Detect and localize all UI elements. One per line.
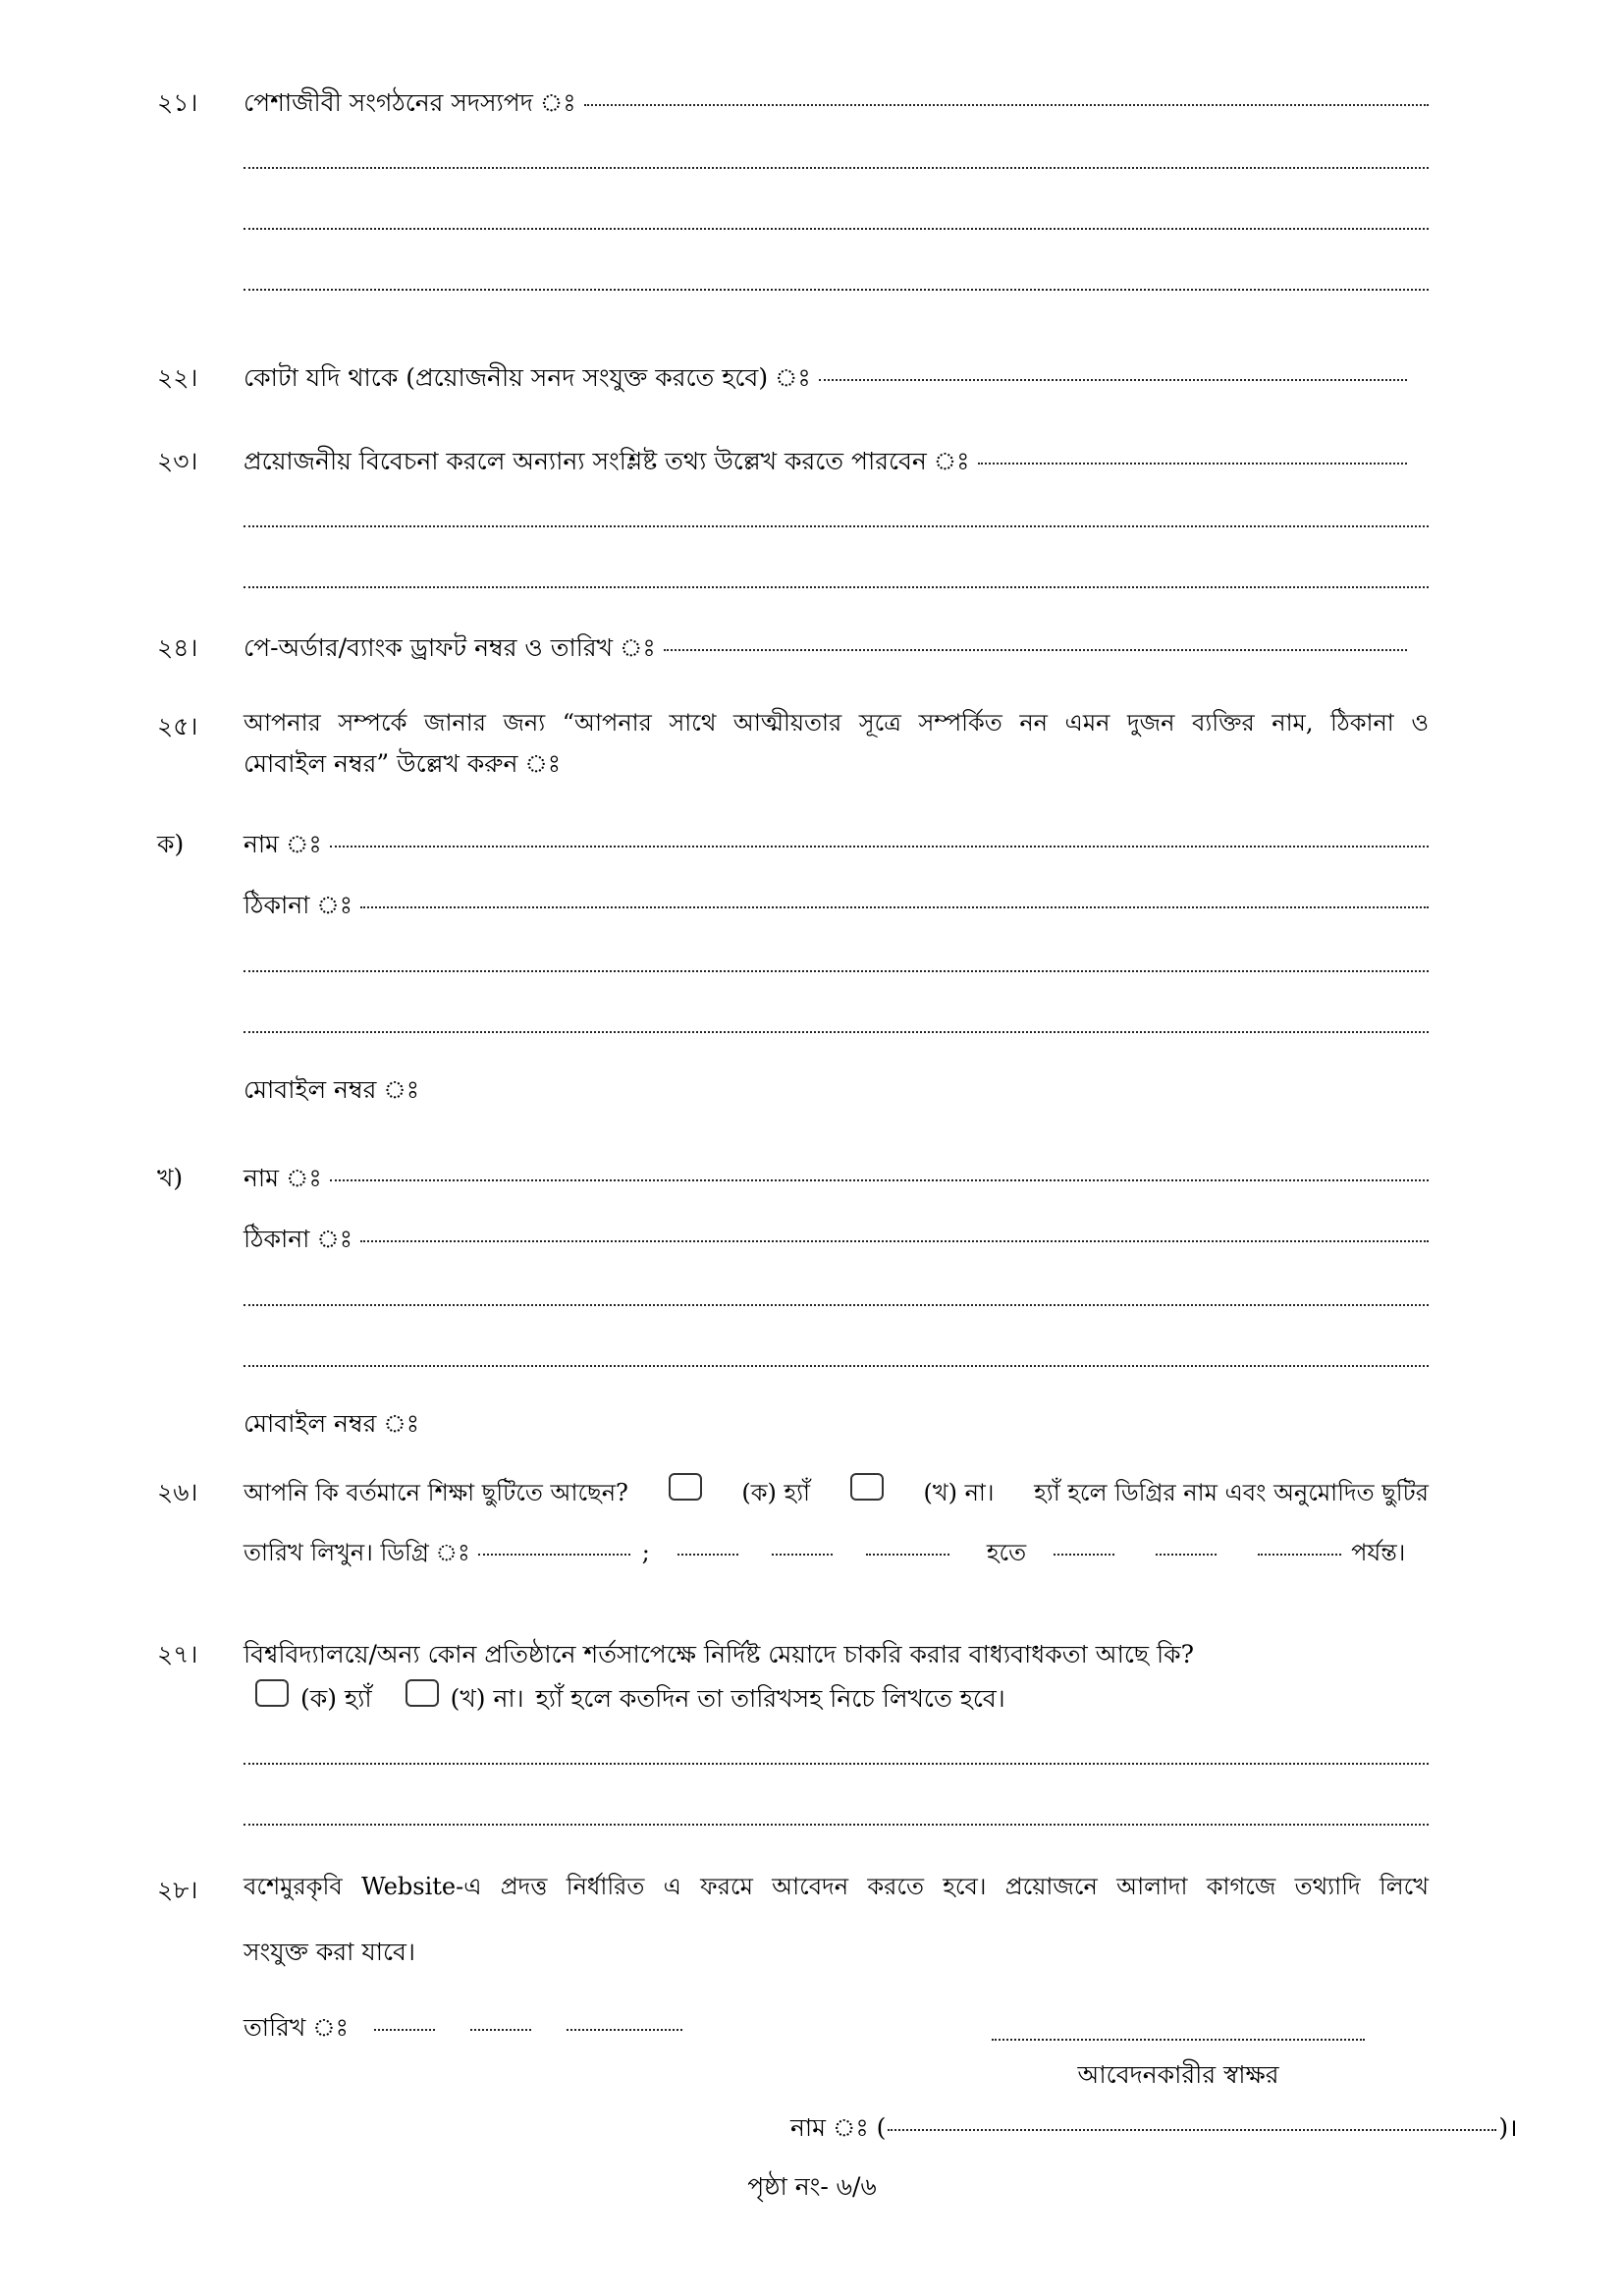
applicant-name-field[interactable] [888,2129,1496,2131]
pay-order-field[interactable] [664,649,1407,651]
date-month-field[interactable] [470,2029,531,2031]
leave-to-day-field[interactable] [1054,1554,1114,1556]
leave-from-year-field[interactable] [866,1554,949,1556]
item-22-number: ২২। [157,363,198,392]
item-25-text-line-2: মোবাইল নম্বর” উল্লেখ করুন ঃ [244,749,562,778]
item-28-text-line-1: বশেমুরকৃবি Website-এ প্রদত্ত নির্ধারিত এ ফরমে আবেদন করতে হবে। প্রয়োজনে আলাদা কাগজে তথ্যাদি লিখে [244,1873,1429,1900]
item-22-label: কোটা যদি থাকে (প্রয়োজনীয় সনদ সংযুক্ত করতে হবে) ঃ [244,363,811,392]
date-label: তারিখ ঃ [244,2013,349,2042]
quota-field[interactable] [819,379,1407,381]
reference-ka-address-line-3[interactable] [244,1031,1429,1033]
item-24-label: পে-অর্ডার/ব্যাংক ড্রাফট নম্বর ও তারিখ ঃ [244,633,656,662]
reference-kha-address-row [244,1220,1429,1262]
item-21-number: ২১। [157,88,198,117]
leave-from-day-field[interactable] [677,1554,738,1556]
service-bond-no-checkbox[interactable] [406,1679,439,1707]
reference-ka-address-row [244,886,1429,928]
reference-ka-name-row [244,825,1429,867]
reference-kha-name-label: নাম ঃ [244,1164,322,1192]
item-23-row [244,442,1407,484]
other-info-line-3[interactable] [244,586,1429,588]
membership-field-line-4[interactable] [244,289,1429,291]
item-21-label: পেশাজীবী সংগঠনের সদস্যপদ ঃ [244,88,576,117]
item-27-line-2 [255,1679,1005,1722]
reference-ka-marker: ক) [157,830,185,858]
item-27-question: বিশ্ববিদ্যালয়ে/অন্য কোন প্রতিষ্ঠানে শর্তসাপেক্ষে নির্দিষ্ট মেয়াদে চাকরি করার বাধ্যবাধকতা আছে কি? [244,1640,1195,1668]
applicant-name-close: )। [1498,2113,1518,2142]
leave-no-label: (খ) না। [923,1479,995,1506]
item-26-to-label: পর্যন্ত। [1351,1539,1406,1566]
applicant-name-row [790,2108,1518,2151]
reference-ka-address-line-2[interactable] [244,970,1429,972]
item-23-number: ২৩। [157,447,198,475]
reference-ka-mobile-label: মোবাইল নম্বর ঃ [244,1075,420,1104]
date-row [244,2008,682,2050]
item-25-text-line-1: আপনার সম্পর্কে জানার জন্য “আপনার সাথে আত্মীয়তার সূত্রে সম্পর্কিত নন এমন দুজন ব্যক্তির নাম, ঠিকানা ও [244,709,1429,737]
item-26-number: ২৬। [157,1478,198,1506]
applicant-name-label: নাম ঃ ( [790,2113,887,2142]
reference-kha-name-row [244,1159,1429,1201]
item-26-instruction: হ্যাঁ হলে ডিগ্রির নাম এবং অনুমোদিত ছুটির [1034,1479,1429,1506]
item-26-semicolon: ; [641,1539,650,1566]
membership-field-line-3[interactable] [244,228,1429,230]
service-bond-yes-checkbox[interactable] [255,1679,289,1707]
signature-caption: আবেদনকারীর স্বাক্ষর [1077,2060,1279,2089]
date-day-field[interactable] [374,2029,435,2031]
item-27-instruction: হ্যাঁ হলে কতদিন তা তারিখসহ নিচে লিখতে হবে। [535,1684,1005,1713]
item-26-line-2 [244,1535,1429,1574]
reference-ka-name-field[interactable] [330,846,1429,847]
item-28-text-line-2: সংযুক্ত করা যাবে। [244,1938,415,1966]
leave-no-checkbox[interactable] [850,1473,884,1501]
service-bond-no-label: (খ) না। [450,1684,524,1713]
reference-kha-address-label: ঠিকানা ঃ [244,1225,353,1253]
item-26-degree-label: তারিখ লিখুন। ডিগ্রি ঃ [244,1539,470,1566]
service-bond-yes-label: (ক) হ্যাঁ [300,1684,372,1713]
other-info-line-2[interactable] [244,525,1429,527]
item-24-row [244,629,1407,671]
item-23-label: প্রয়োজনীয় বিবেচনা করলে অন্যান্য সংশ্লিষ্ট তথ্য উল্লেখ করতে পারবেন ঃ [244,447,970,475]
membership-field[interactable] [584,104,1429,106]
reference-kha-address-field[interactable] [360,1240,1429,1242]
leave-yes-checkbox[interactable] [669,1473,702,1501]
leave-yes-label: (ক) হ্যাঁ [741,1479,811,1506]
reference-kha-mobile-label: মোবাইল নম্বর ঃ [244,1409,420,1438]
reference-kha-address-line-3[interactable] [244,1365,1429,1367]
reference-ka-address-field[interactable] [360,906,1429,908]
item-28-number: ২৮। [157,1876,198,1904]
service-bond-details-line-2[interactable] [244,1824,1429,1826]
item-21-row [244,83,1429,126]
item-25-number: ২৫। [157,712,198,740]
item-26-line-1 [244,1473,1429,1514]
degree-name-field[interactable] [478,1554,630,1556]
item-26-question: আপনি কি বর্তমানে শিক্ষা ছুটিতে আছেন? [244,1479,628,1506]
leave-from-month-field[interactable] [772,1554,833,1556]
reference-kha-marker: খ) [157,1164,184,1192]
item-27-number: ২৭। [157,1640,198,1668]
leave-to-year-field[interactable] [1258,1554,1341,1556]
service-bond-details-line-1[interactable] [244,1763,1429,1765]
other-info-field[interactable] [978,463,1408,465]
reference-kha-address-line-2[interactable] [244,1304,1429,1306]
signature-line[interactable] [992,2039,1365,2041]
reference-ka-name-label: নাম ঃ [244,830,322,858]
date-year-field[interactable] [567,2029,682,2031]
item-22-row [244,358,1407,401]
item-26-from-label: হতে [986,1539,1027,1566]
membership-field-line-2[interactable] [244,167,1429,169]
leave-to-month-field[interactable] [1156,1554,1217,1556]
item-24-number: ২৪। [157,633,198,662]
reference-ka-address-label: ঠিকানা ঃ [244,891,353,919]
reference-kha-name-field[interactable] [330,1179,1429,1181]
page-number: পৃষ্ঠা নং- ৬/৬ [747,2172,877,2201]
